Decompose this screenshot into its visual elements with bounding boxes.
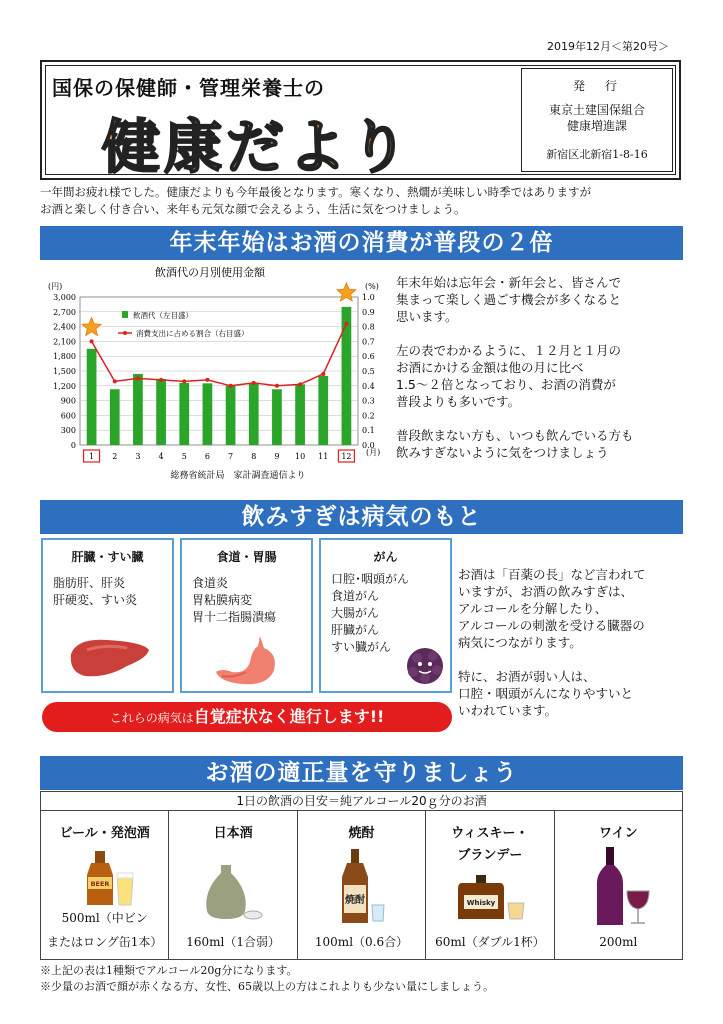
- chart-bar: [318, 376, 328, 445]
- chart-x-tick: 4: [158, 452, 164, 461]
- section2-line: 病気につながります。: [458, 635, 582, 650]
- chart-highlight-star: [82, 317, 101, 335]
- chart-title: 飲酒代の月別使用金額: [155, 266, 265, 279]
- publisher-org: [522, 102, 672, 134]
- beer-bottle-label: BEER: [90, 880, 110, 888]
- section1-text: [396, 274, 688, 478]
- section2-line: 口腔・咽頭がんになりやすいと: [458, 686, 634, 701]
- whisky-bottle-icon: [426, 873, 554, 923]
- whisky-bottle-label: Whisky: [466, 899, 496, 907]
- intro-line1: 一年間お疲れ様でした。健康だよりも今年最後となります。寒くなり、熱燗が美味しい時季ではありますが: [40, 185, 592, 199]
- chart-y2-tick: 0.7: [362, 337, 375, 347]
- sake-flask-icon: [169, 861, 297, 925]
- chart-x-tick: 2: [112, 452, 118, 461]
- legend-bar-swatch: [122, 311, 128, 318]
- disease-item: すい臓がん: [331, 640, 392, 654]
- chart-bar: [133, 374, 143, 445]
- chart-left-unit: (円): [48, 282, 63, 291]
- chart-y-tick: 0: [70, 441, 76, 450]
- section1-heading: 年末年始はお酒の消費が普段の２倍: [40, 226, 683, 260]
- chart-y-tick: 2,100: [53, 337, 76, 347]
- chart-bar: [249, 384, 259, 445]
- masthead-title: 健康だより: [102, 113, 413, 181]
- footnote-2: ※少量のお酒で顔が赤くなる方、女性、65歳以上の方はこれよりも少ない量にしましょう。: [40, 980, 494, 993]
- chart-x-tick: 9: [274, 452, 280, 461]
- publisher-box: [521, 68, 673, 172]
- section1-line: 集まって楽しく過ごす機会が多くなると: [396, 292, 622, 307]
- chart-x-tick: 11: [318, 452, 329, 461]
- disease-item: 口腔･咽頭がん: [331, 572, 410, 586]
- footnotes: [40, 963, 494, 995]
- chart-legend: [118, 310, 249, 338]
- liver-icon: [67, 636, 153, 680]
- disease-list: [192, 575, 311, 626]
- legend-line-marker: [123, 331, 127, 335]
- chart-bar: [226, 386, 236, 445]
- chart-y-tick: 1,200: [53, 381, 76, 391]
- disease-item: 大腸がん: [331, 606, 380, 620]
- section2-line: お酒は「百薬の長」など言われて: [458, 567, 646, 582]
- chart-x-unit: (月): [366, 448, 381, 457]
- warning-emphasis: 自覚症状なく進行します!!: [193, 707, 385, 726]
- beer-bottle-icon: [41, 847, 169, 909]
- drink-name: 焼酎: [348, 826, 375, 841]
- drink-amount: 100ml（0.6合）: [314, 935, 409, 949]
- chart-bar: [179, 383, 189, 445]
- shochu-bottle-label: 焼酎: [344, 895, 365, 906]
- masthead-subtitle: 国保の保健師・管理栄養士の: [52, 76, 325, 100]
- chart-line-point: [275, 384, 279, 388]
- legend-line-label: 消費支出に占める割合（右目盛）: [136, 329, 249, 338]
- drink-name-line2: ブランデー: [457, 848, 523, 863]
- section2-line: いわれています。: [458, 703, 558, 718]
- chart-svg: [40, 265, 390, 485]
- drink-amount: 200ml: [599, 935, 638, 949]
- disease-box-title: がん: [373, 550, 398, 564]
- disease-box-liver: [41, 538, 174, 693]
- section1-paragraph-3: [396, 427, 688, 461]
- chart-right-unit: (%): [365, 282, 379, 291]
- chart-line-point: [321, 372, 325, 376]
- section2-heading: 飲みすぎは病気のもと: [40, 500, 683, 534]
- warning-prefix: これらの病気は: [109, 711, 194, 725]
- chart-bar: [203, 383, 213, 445]
- chart-bar: [342, 307, 352, 445]
- section1-line: 普段よりも多いです。: [396, 394, 521, 409]
- chart-y-tick: 900: [60, 396, 76, 406]
- chart-line-point: [182, 379, 186, 383]
- chart-y-tick: 1,800: [53, 352, 76, 362]
- chart-y-tick: 600: [60, 411, 76, 421]
- section2-line: いますが、お酒の飲みすぎは、: [458, 584, 634, 599]
- drink-sake: [169, 811, 297, 959]
- chart-bar: [156, 379, 166, 445]
- drink-amount: またはロング缶1本）: [47, 935, 163, 949]
- publisher-label: 発 行: [572, 79, 621, 93]
- chart-x-tick: 6: [204, 452, 210, 461]
- chart-bar: [87, 349, 97, 445]
- drink-shochu: [298, 811, 426, 959]
- monthly-drinking-chart: [40, 265, 390, 485]
- disease-box-digestive: [180, 538, 313, 693]
- section1-paragraph-2: [396, 342, 688, 410]
- section2-line: 特に、お酒が弱い人は、: [458, 669, 596, 684]
- section2-paragraph-1: [458, 566, 690, 651]
- chart-source: 総務省統計局 家計調査通信より: [170, 471, 306, 481]
- chart-x-tick: 8: [251, 452, 257, 461]
- chart-bar: [295, 384, 305, 445]
- stomach-icon: [212, 632, 282, 688]
- drink-wine: [555, 811, 682, 959]
- chart-x-tick: 12: [341, 452, 352, 461]
- section3-heading: お酒の適正量を守りましょう: [40, 756, 683, 790]
- drink-whisky: [426, 811, 554, 959]
- chart-y2-tick: 0.8: [362, 322, 375, 332]
- section1-line: 左の表でわかるように、１２月と１月の: [396, 343, 622, 358]
- chart-x-tick: 10: [294, 452, 306, 461]
- disease-list: [53, 575, 172, 609]
- section1-paragraph-1: [396, 274, 688, 325]
- chart-x-tick: 3: [135, 452, 141, 461]
- intro-line2: お酒と楽しく付き合い、来年も元気な顔で会えるよう、生活に気をつけましょう。: [40, 202, 466, 216]
- section2-line: アルコールを分解したり、: [458, 601, 608, 616]
- chart-line-point: [229, 384, 233, 388]
- drink-name: 日本酒: [213, 826, 253, 841]
- drink-name: ワイン: [599, 826, 638, 841]
- chart-y2-tick: 0.3: [362, 396, 375, 406]
- shochu-bottle-icon: [298, 847, 426, 927]
- disease-item: 肝臓がん: [331, 623, 380, 637]
- section2-paragraph-2: [458, 668, 690, 719]
- drink-name: [426, 823, 553, 867]
- chart-y2-tick: 1.0: [362, 293, 375, 302]
- publisher-org-line2: 健康増進課: [566, 119, 627, 133]
- legend-bar-label: 飲酒代（左目盛）: [133, 311, 193, 320]
- chart-x-tick: 7: [228, 452, 234, 461]
- chart-bar: [110, 389, 120, 445]
- masthead: [40, 60, 681, 180]
- drink-name-line1: ウィスキー・: [451, 826, 529, 841]
- cancer-cell-icon: [403, 644, 447, 688]
- disease-box-title: 肝臓・すい臓: [71, 550, 144, 564]
- drink-amount: 160ml（1合弱）: [186, 935, 280, 949]
- warning-banner: [42, 702, 452, 732]
- section1-line: お酒にかける金額は他の月に比べ: [396, 360, 584, 375]
- disease-item: 胃粘膜病変: [192, 593, 253, 607]
- chart-y2-tick: 0.0: [362, 441, 375, 450]
- chart-y2-tick: 0.1: [362, 426, 375, 436]
- chart-y2-tick: 0.9: [362, 307, 375, 317]
- disease-item: 食道がん: [331, 589, 380, 603]
- publisher-org-line1: 東京土建国保組合: [548, 103, 645, 117]
- chart-x-tick: 5: [181, 452, 187, 461]
- disease-item: 脂肪肝、肝炎: [53, 576, 126, 590]
- section2-text: [458, 566, 690, 736]
- chart-y-tick: 2,400: [53, 322, 76, 332]
- chart-x-tick: 1: [89, 452, 95, 461]
- wine-bottle-icon: [555, 845, 683, 929]
- footnote-1: ※上記の表は1種類でアルコール20g分になります。: [40, 964, 298, 977]
- drink-beer: [41, 811, 169, 959]
- disease-box-title: 食道・胃腸: [216, 550, 277, 564]
- section1-line: 年末年始は忘年会・新年会と、皆さんで: [396, 275, 622, 290]
- chart-line-point: [298, 382, 302, 386]
- publisher-address: 新宿区北新宿1-8-16: [546, 148, 648, 161]
- section1-line: 思います。: [396, 309, 458, 324]
- chart-y2-tick: 0.6: [362, 352, 375, 362]
- chart-line-point: [344, 322, 348, 326]
- chart-y2-tick: 0.5: [362, 367, 375, 376]
- disease-box-cancer: [319, 538, 452, 693]
- chart-y-tick: 1,500: [53, 367, 76, 376]
- section1-line: 1.5～２倍となっており、お酒の消費が: [396, 377, 616, 392]
- chart-highlight-star: [337, 283, 356, 301]
- drink-amount: 60ml（ダブル1杯）: [435, 935, 545, 949]
- issue-number: 2019年12月＜第20号＞: [547, 40, 669, 53]
- section2-line: アルコールの刺激を受ける臓器の: [458, 618, 645, 633]
- chart-line-point: [113, 379, 117, 383]
- disease-item: 食道炎: [192, 576, 229, 590]
- chart-bar: [272, 389, 282, 445]
- chart-line-point: [90, 339, 94, 343]
- section1-line: 飲みすぎないように気をつけましょう: [396, 445, 609, 460]
- drink-amount-line1: 500ml（中ビン: [61, 911, 148, 925]
- chart-y-tick: 3,000: [53, 293, 76, 302]
- chart-line-point: [252, 381, 256, 385]
- section1-line: 普段飲まない方も、いつも飲んでいる方も: [396, 428, 634, 443]
- chart-y2-tick: 0.2: [362, 411, 375, 421]
- chart-y2-tick: 0.4: [362, 381, 375, 391]
- chart-line-point: [205, 378, 209, 382]
- chart-line-point: [159, 378, 163, 382]
- intro-text: [40, 184, 690, 218]
- disease-item: 肝硬変、すい炎: [53, 593, 138, 607]
- disease-item: 胃十二指腸潰瘍: [192, 610, 277, 624]
- chart-line-point: [136, 376, 140, 380]
- drink-table: [40, 811, 683, 960]
- chart-y-tick: 2,700: [53, 307, 76, 317]
- chart-y-tick: 300: [60, 426, 76, 436]
- drink-name: ビール・発泡酒: [59, 826, 150, 841]
- daily-guideline: 1日の飲酒の目安＝純アルコール20ｇ分のお酒: [40, 791, 683, 811]
